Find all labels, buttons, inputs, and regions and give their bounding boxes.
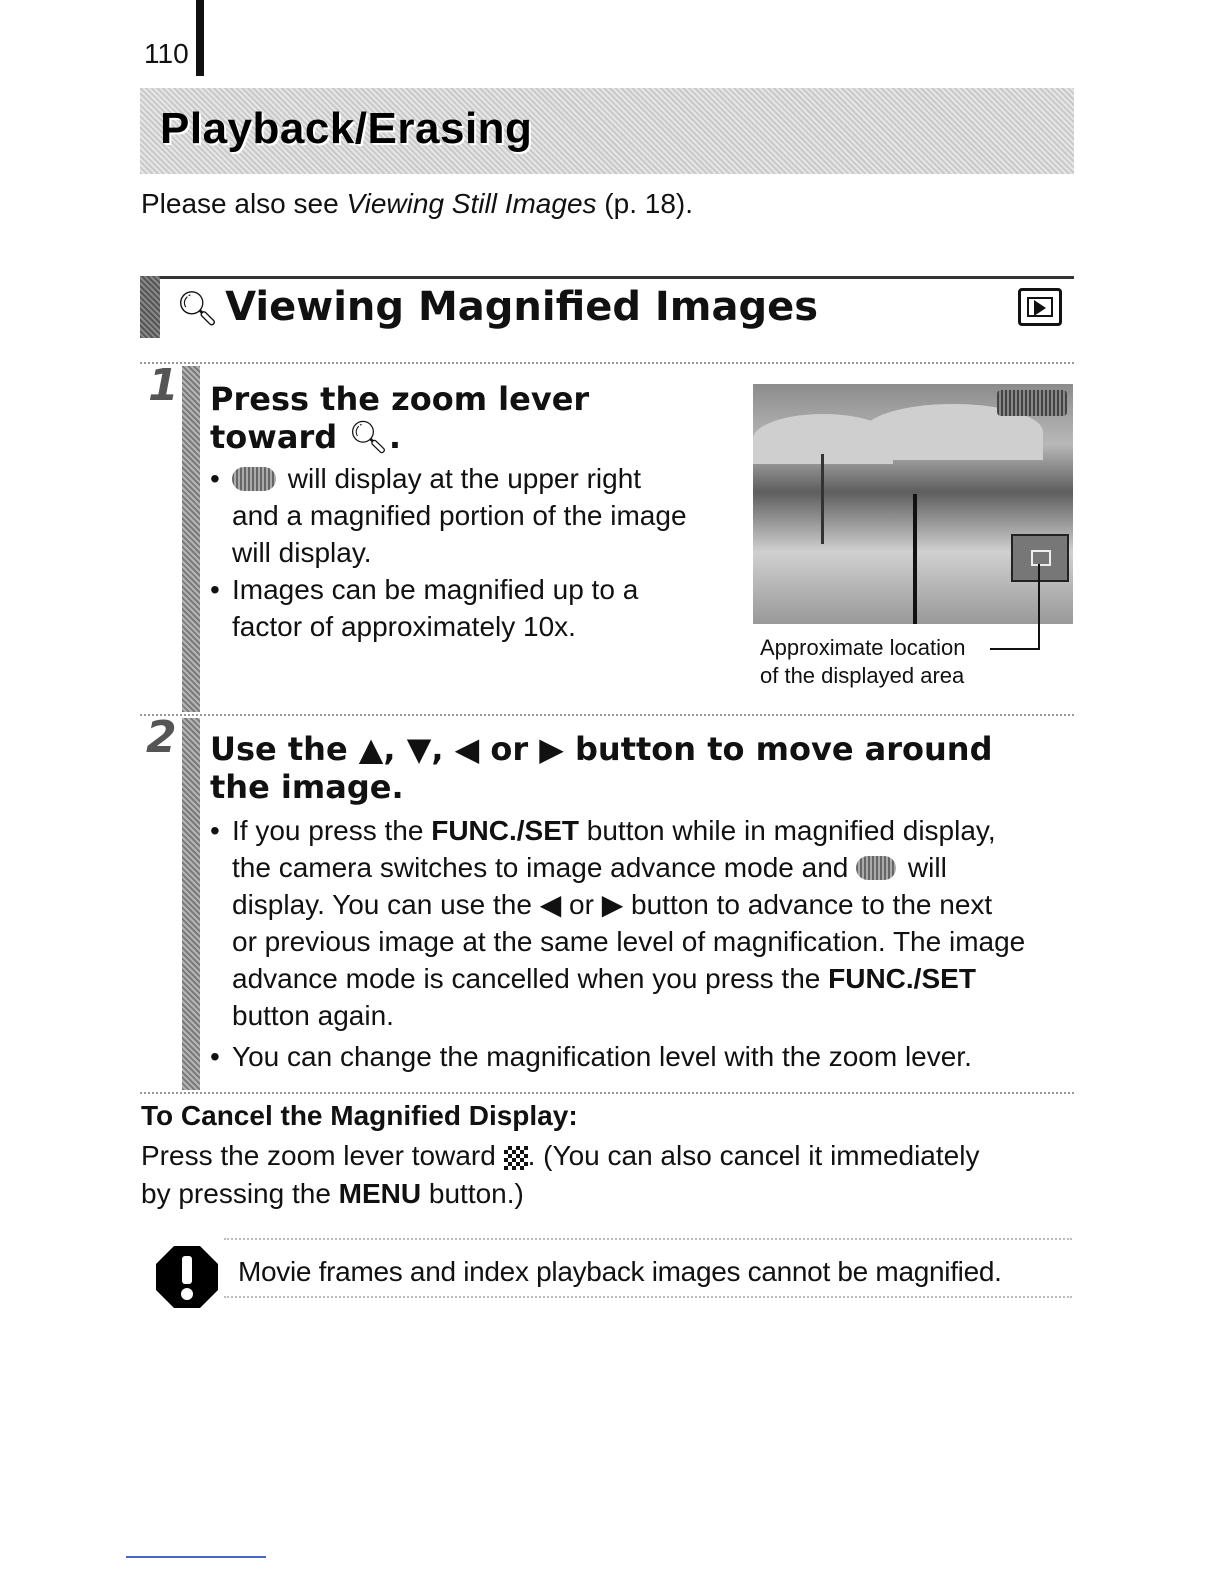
section-title: Playback/Erasing bbox=[160, 104, 533, 153]
bullet-line: will display. bbox=[232, 537, 372, 568]
bullet-item bbox=[210, 571, 740, 645]
step-title-line: the image. bbox=[210, 768, 404, 806]
bullet-text: the camera switches to image advance mode and bbox=[232, 852, 857, 883]
see-also-prefix: Please also see bbox=[141, 188, 347, 219]
menu-label: MENU bbox=[338, 1178, 422, 1209]
bullet-bold-text: FUNC./SET bbox=[431, 815, 579, 846]
bullet-text: button while in magnified display, bbox=[579, 815, 996, 846]
divider bbox=[140, 362, 1074, 364]
divider bbox=[140, 1092, 1074, 1094]
bullet-text: button again. bbox=[232, 1000, 394, 1031]
bullet-bold-text: FUNC./SET bbox=[828, 963, 976, 994]
step-title-line: Press the zoom lever bbox=[210, 380, 590, 418]
caution-icon bbox=[154, 1244, 220, 1310]
page-number: 110 bbox=[144, 38, 189, 69]
step-bullets bbox=[210, 812, 1080, 1075]
index-grid-icon bbox=[504, 1146, 528, 1170]
callout-line bbox=[990, 648, 1040, 650]
cancel-heading: To Cancel the Magnified Display: bbox=[141, 1100, 578, 1131]
bullet-text: or previous image at the same level of magnification. The image bbox=[232, 926, 1026, 957]
footer-rule bbox=[126, 1556, 266, 1558]
bullet-item bbox=[210, 460, 740, 571]
bullet-item bbox=[210, 812, 1080, 1034]
subsection-marker bbox=[140, 276, 160, 338]
magnify-icon: 🔍︎ bbox=[176, 289, 220, 329]
step-title-line: toward 🔍︎. bbox=[210, 418, 402, 456]
subsection-top-rule bbox=[140, 276, 1074, 279]
photo-caption bbox=[760, 634, 965, 690]
bullet-line: and a magnified portion of the image bbox=[232, 500, 687, 531]
cancel-text: by pressing the bbox=[141, 1178, 339, 1209]
caution-text: Movie frames and index playback images cannot be magnified. bbox=[238, 1256, 1002, 1287]
bullet-text: display. You can use the ◀ or ▶ button to advance to the next bbox=[232, 889, 993, 920]
step-title bbox=[210, 730, 1070, 806]
bullet-line: factor of approximately 10x. bbox=[232, 611, 576, 642]
bullet-text: If you press the bbox=[232, 815, 432, 846]
callout-line bbox=[1038, 564, 1040, 650]
see-also-text bbox=[141, 188, 693, 220]
step-bullets bbox=[210, 460, 740, 645]
see-also-ref-page: (p. 18). bbox=[596, 188, 693, 219]
step-title-line: Use the ▲, ▼, ◀ or ▶ button to move around bbox=[210, 730, 993, 768]
example-photo bbox=[753, 384, 1073, 624]
magnify-icon: 🔍︎ bbox=[348, 418, 389, 456]
step-title bbox=[210, 380, 589, 456]
caption-line: of the displayed area bbox=[760, 663, 965, 688]
set-badge-icon bbox=[232, 467, 276, 491]
see-also-ref-title: Viewing Still Images bbox=[346, 188, 597, 219]
step-bar bbox=[182, 366, 200, 712]
set-badge-icon bbox=[997, 390, 1067, 416]
bullet-item: • You can change the magnification level with the zoom lever. bbox=[210, 1038, 1080, 1075]
bullet-line: will display at the upper right bbox=[280, 463, 642, 494]
cancel-text: button.) bbox=[421, 1178, 524, 1209]
caption-line: Approximate location bbox=[760, 635, 966, 660]
magnified-area-indicator bbox=[1011, 534, 1069, 582]
step-number: 1 bbox=[148, 360, 179, 411]
bullet-text: advance mode is cancelled when you press the bbox=[232, 963, 829, 994]
bullet-line: Images can be magnified up to a bbox=[232, 574, 639, 605]
subsection-title: Viewing Magnified Images bbox=[225, 284, 819, 330]
playback-icon bbox=[1018, 288, 1062, 326]
step-number: 2 bbox=[146, 712, 177, 763]
cancel-text: Press the zoom lever toward bbox=[141, 1140, 504, 1171]
set-badge-icon bbox=[856, 856, 896, 880]
divider bbox=[140, 714, 1074, 716]
page-number-bar bbox=[196, 0, 204, 76]
cancel-paragraph bbox=[141, 1137, 1071, 1213]
step-bar bbox=[182, 718, 200, 1090]
cancel-text: . (You can also cancel it immediately bbox=[527, 1140, 980, 1171]
subsection-header bbox=[176, 284, 818, 330]
step-title-text: toward bbox=[210, 418, 338, 456]
bullet-text: will bbox=[900, 852, 947, 883]
